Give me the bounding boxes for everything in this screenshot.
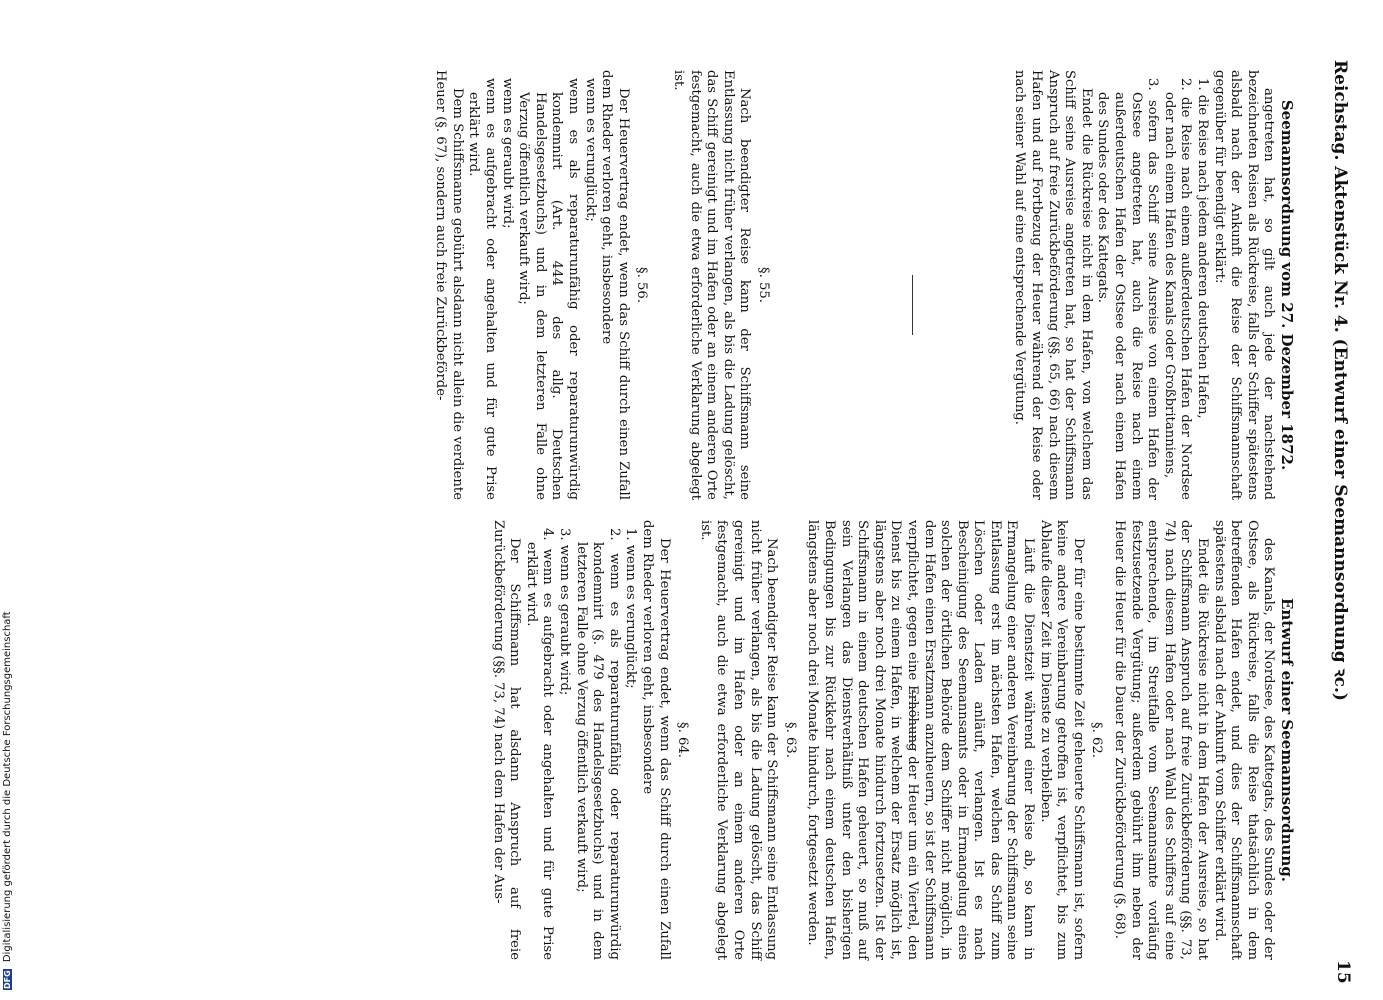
paragraph: Endet die Rückreise nicht in dem Hafen der Ausreise, so hat der Schiffsmann Anspruch auf freie Zurückbeförderung (§§. 73, 74) nach diesem Hafen oder nach Wahl des Schiffers auf eine entsprechende, im Streitfalle vom Seemannsamte vorläufig festzusetzende Vergütung; außerdem gebührt ihm neben der Heuer die Heuer für die Dauer der Zurückbeförderung (§. 68).	[1112, 520, 1211, 960]
paragraph: Der Heuervertrag endet, wenn das Schiff durch einen Zufall dem Rheder verloren geht, insbesondere	[599, 70, 631, 500]
paragraph: Dem Schiffsmanne gebührt alsdann nicht allein die verdiente Heuer (§. 67), sondern auch freie Zurückbeförde-	[433, 70, 465, 500]
paragraph: Der Schiffsmann hat alsdann Anspruch auf freie Zurückbeförderung (§§. 73, 74) nach dem Hafen der Aus-	[490, 520, 523, 960]
section-heading: §. 64.	[675, 722, 691, 758]
list-item: 1. wenn es verunglückt;	[623, 528, 639, 689]
running-header	[1313, 0, 1353, 1000]
dfg-logo-icon: DFG	[3, 970, 12, 989]
list-item: 3. sofern das Schiff seine Ausreise von einem Hafen der Ostsee angetreten hat, auch die Reise nach einem außerdeutschen Hafen der Ostsee oder nach einem Hafen des Sundes oder des Kattegats.	[1095, 78, 1161, 500]
list-item: 1. die Reise nach jedem anderen deutschen Hafen,	[1195, 78, 1211, 419]
right-column	[489, 520, 1301, 960]
list-item: 2. die Reise nach einem außerdeutschen Hafen der Nordsee oder nach einem Hafen des Kanals oder Großbritanniens,	[1161, 78, 1194, 500]
digitization-credit	[2, 10, 13, 990]
credit-text: Digitalisierung gefördert durch die Deutsche Forschungsgemeinschaft	[2, 611, 13, 963]
title-rule	[912, 275, 913, 335]
paragraph: des Kanals, der Nordsee, des Kattegats, des Sundes oder der Ostsee, als Rückreise, falls die Reise thatsächlich in dem betreffenden Hafen endet, und dies der Schiffsmannschaft spätestens alsbald nach der Ankunft vom Schiffer erklärt wird.	[1211, 520, 1277, 960]
paragraph: angetreten hat, so gilt auch jede der nachstehend bezeichneten Reisen als Rückreise, falls der Schiffer spätestens alsbald nach der Ankunft die Reise der Schiffsmannschaft gegenüber für beendigt erklärt:	[1211, 70, 1277, 500]
left-column-title: Seemannsordnung vom 27. Dezember 1872.	[1278, 99, 1296, 471]
list-item: wenn es als reparaturunfähig oder reparaturunwürdig kondemnirt (Art. 444 des allg. Deutschen Handelsgesetzbuchs) und in dem letzteren Falle ohne Verzug öffentlich verkauft wird;	[516, 78, 581, 500]
section-heading: §. 55.	[755, 267, 771, 303]
paragraph: Nach beendigter Reise kann der Schiffsmann seine Entlassung nicht früher verlangen, als bis die Ladung gelöscht, das Schiff gereinigt und im Hafen oder an einem anderen Orte festgemacht, auch die etwa erforderliche Verklarung abgelegt ist.	[670, 70, 753, 500]
list-item: 4. wenn es aufgebracht oder angehalten und für gute Prise erklärt wird.	[523, 528, 556, 960]
title-rule	[912, 690, 913, 750]
paragraph: Der Heuervertrag endet, wenn das Schiff durch einen Zufall dem Rheder verloren geht, insbesondere	[640, 520, 672, 960]
paragraph: Läuft die Dienstzeit während einer Reise ab, so kann in Ermangelung einer anderen Vereinbarung der Schiffsmann seine Entlassung erst im nächsten Hafen, welchen das Schiff zum Löschen oder Laden anläuft, verlangen. Ist es nach Bescheinigung des Seemannsamts oder in Ermangelung eines solchen der örtlichen Behörde dem Schiffer nicht möglich, in dem Hafen einen Ersatzmann anzuheuern, so ist der Schiffsmann verpflichtet, gegen eine Erhöhung der Heuer um ein Viertel, den Dienst bis zu einem Hafen, in welchem der Ersatz möglich ist, längstens aber noch drei Monate hindurch fortzusetzen. Ist der Schiffsmann in einem deutschen Hafen geheuert, so muß auf sein Verlangen das Dienstverhältniß unter den bisherigen Bedingungen bis zur Rückkehr nach einem deutschen Hafen, längstens aber noch drei Monate hindurch, fortgesetzt werden.	[805, 520, 1037, 960]
paragraph: Nach beendigter Reise kann der Schiffsmann seine Entlassung nicht früher verlangen, als bis die Ladung gelöscht, das Schiff gereinigt und im Hafen oder an einem anderen Orte festgemacht, auch die etwa erforderliche Verklarung abgelegt ist.	[697, 520, 780, 960]
section-heading: §. 56.	[634, 267, 650, 303]
list-item: 2. wenn es als reparaturunfähig oder reparaturunwürdig kondemnirt (§. 479 des Handelsgesetzbuchs) und in dem letzteren Falle ohne Verzug öffentlich verkauft wird;	[573, 528, 622, 960]
left-column	[432, 70, 1301, 500]
list-item: wenn es geraubt wird;	[499, 78, 515, 229]
header-title: Reichstag. Aktenstück Nr. 4. (Entwurf einer Seemannsordnung ꝛc.)	[1330, 60, 1350, 701]
paragraph: Der für eine bestimmte Zeit geheuerte Schiffsmann ist, sofern keine andere Vereinbarung getroffen ist, verpflichtet, bis zum Ablaufe dieser Zeit im Dienste zu verbleiben.	[1037, 520, 1086, 960]
list-item: 3. wenn es geraubt wird;	[557, 528, 573, 696]
paragraph: Endet die Rückreise nicht in dem Hafen, von welchem das Schiff seine Ausreise angetreten hat, so hat der Schiffsmann Anspruch auf freie Zurückbeförderung (§§. 65, 66) nach diesem Hafen und auf Fortbezug der Heuer während der Reise oder nach seiner Wahl auf eine entsprechende Vergütung.	[1012, 70, 1094, 500]
section-heading: §. 63.	[782, 722, 798, 758]
list-item: wenn es verunglückt;	[582, 78, 598, 222]
section-heading: §. 62.	[1089, 722, 1105, 758]
page-number: 15	[1333, 960, 1353, 984]
right-column-title: Entwurf einer Seemannsordnung.	[1278, 597, 1296, 883]
list-item: wenn es aufgebracht oder angehalten und für gute Prise erklärt wird.	[466, 78, 498, 500]
